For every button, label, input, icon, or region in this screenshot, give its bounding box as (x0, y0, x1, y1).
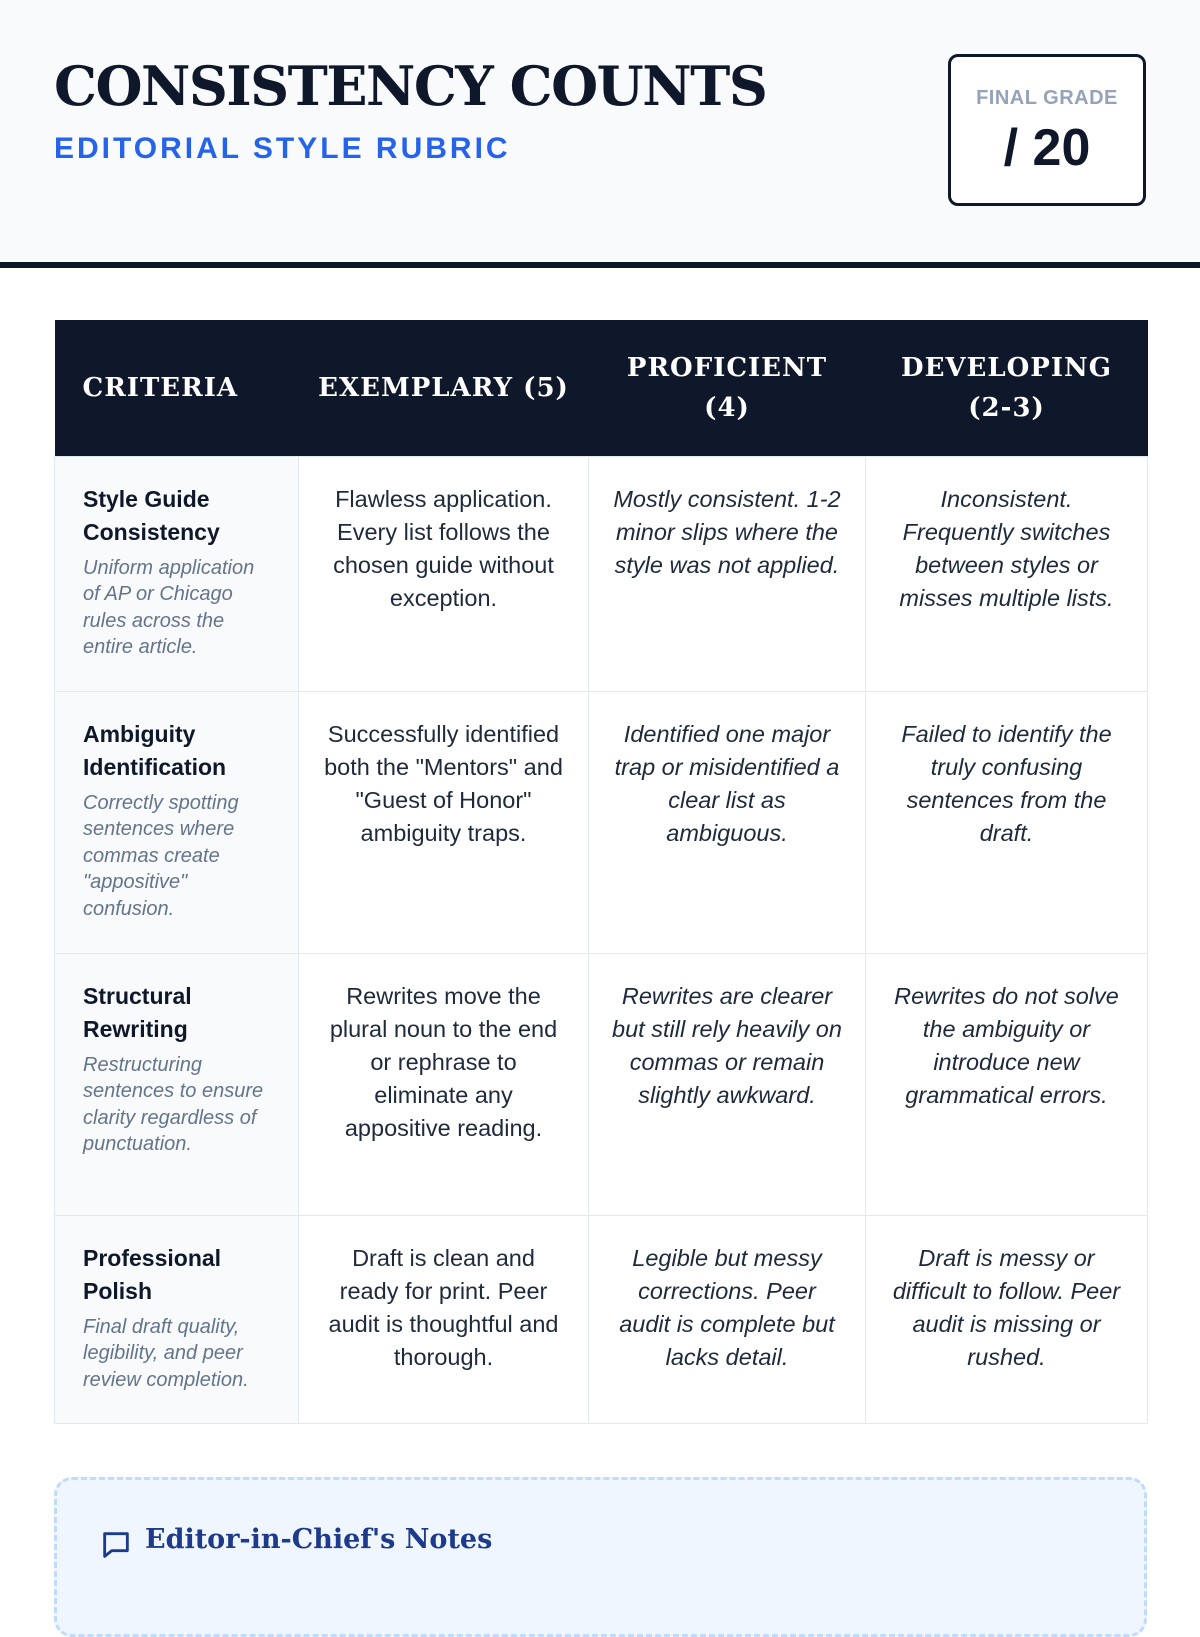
final-grade-box (948, 54, 1146, 206)
developing-cell (866, 1215, 1148, 1423)
developing-text: Inconsistent. Frequently switches between styles or misses multiple lists. (899, 485, 1114, 611)
developing-text: Rewrites do not solve the ambiguity or introduce new grammatical errors. (894, 982, 1119, 1108)
table-row (55, 1215, 1148, 1423)
criteria-name: Ambiguity Identification (83, 720, 227, 780)
header-proficient: PROFICIENT (4) (589, 320, 866, 456)
developing-text: Draft is messy or difficult to follow. Peer audit is missing or rushed. (892, 1244, 1121, 1370)
final-grade-value: / 20 (1003, 119, 1091, 177)
final-grade-label: FINAL GRADE (976, 87, 1118, 109)
speech-bubble-icon (99, 1528, 133, 1562)
developing-cell (866, 953, 1148, 1215)
proficient-text: Identified one major trap or misidentified a clear list as ambiguous. (614, 720, 840, 846)
criteria-name: Style Guide Consistency (83, 485, 220, 545)
developing-cell (866, 456, 1148, 691)
header-exemplary: EXEMPLARY (5) (299, 320, 589, 456)
exemplary-cell (299, 1215, 589, 1423)
page-subtitle: EDITORIAL STYLE RUBRIC (54, 132, 511, 165)
editor-notes-title: Editor-in-Chief's Notes (145, 1524, 493, 1555)
exemplary-text: Draft is clean and ready for print. Peer audit is thoughtful and thorough. (328, 1244, 559, 1370)
criteria-description: Restructuring sentences to ensure clarity regardless of punctuation. (83, 1053, 264, 1155)
header-developing: DEVELOPING (2-3) (866, 320, 1148, 456)
table-row (55, 456, 1148, 691)
criteria-cell (55, 953, 299, 1215)
table-row (55, 691, 1148, 953)
criteria-description: Final draft quality, legibility, and peer review completion. (83, 1315, 249, 1391)
editor-notes-box (54, 1477, 1147, 1637)
exemplary-text: Flawless application. Every list follows the chosen guide without exception. (333, 485, 554, 611)
exemplary-cell (299, 456, 589, 691)
proficient-cell (589, 456, 866, 691)
header-criteria: CRITERIA (55, 320, 299, 456)
proficient-cell (589, 691, 866, 953)
exemplary-cell (299, 691, 589, 953)
exemplary-text: Rewrites move the plural noun to the end or rephrase to eliminate any appositive reading. (329, 982, 558, 1141)
criteria-description: Uniform application of AP or Chicago rules across the entire article. (83, 556, 255, 658)
criteria-cell (55, 691, 299, 953)
proficient-text: Legible but messy corrections. Peer audit is complete but lacks detail. (619, 1244, 835, 1370)
page-title: CONSISTENCY COUNTS (54, 54, 767, 118)
proficient-text: Rewrites are clearer but still rely heavily on commas or remain slightly awkward. (612, 982, 842, 1108)
exemplary-cell (299, 953, 589, 1215)
criteria-cell (55, 1215, 299, 1423)
criteria-cell (55, 456, 299, 691)
criteria-description: Correctly spotting sentences where commas create "appositive" confusion. (83, 791, 239, 920)
developing-text: Failed to identify the truly confusing sentences from the draft. (901, 720, 1112, 846)
proficient-text: Mostly consistent. 1-2 minor slips where the style was not applied. (613, 485, 841, 578)
criteria-name: Professional Polish (83, 1244, 222, 1304)
developing-cell (866, 691, 1148, 953)
rubric-table (54, 320, 1148, 1424)
proficient-cell (589, 1215, 866, 1423)
criteria-name: Structural Rewriting (83, 982, 192, 1042)
table-row (55, 953, 1148, 1215)
exemplary-text: Successfully identified both the "Mentors" and "Guest of Honor" ambiguity traps. (324, 720, 563, 846)
rubric-header-row (55, 320, 1148, 456)
page-header (0, 0, 1200, 268)
proficient-cell (589, 953, 866, 1215)
